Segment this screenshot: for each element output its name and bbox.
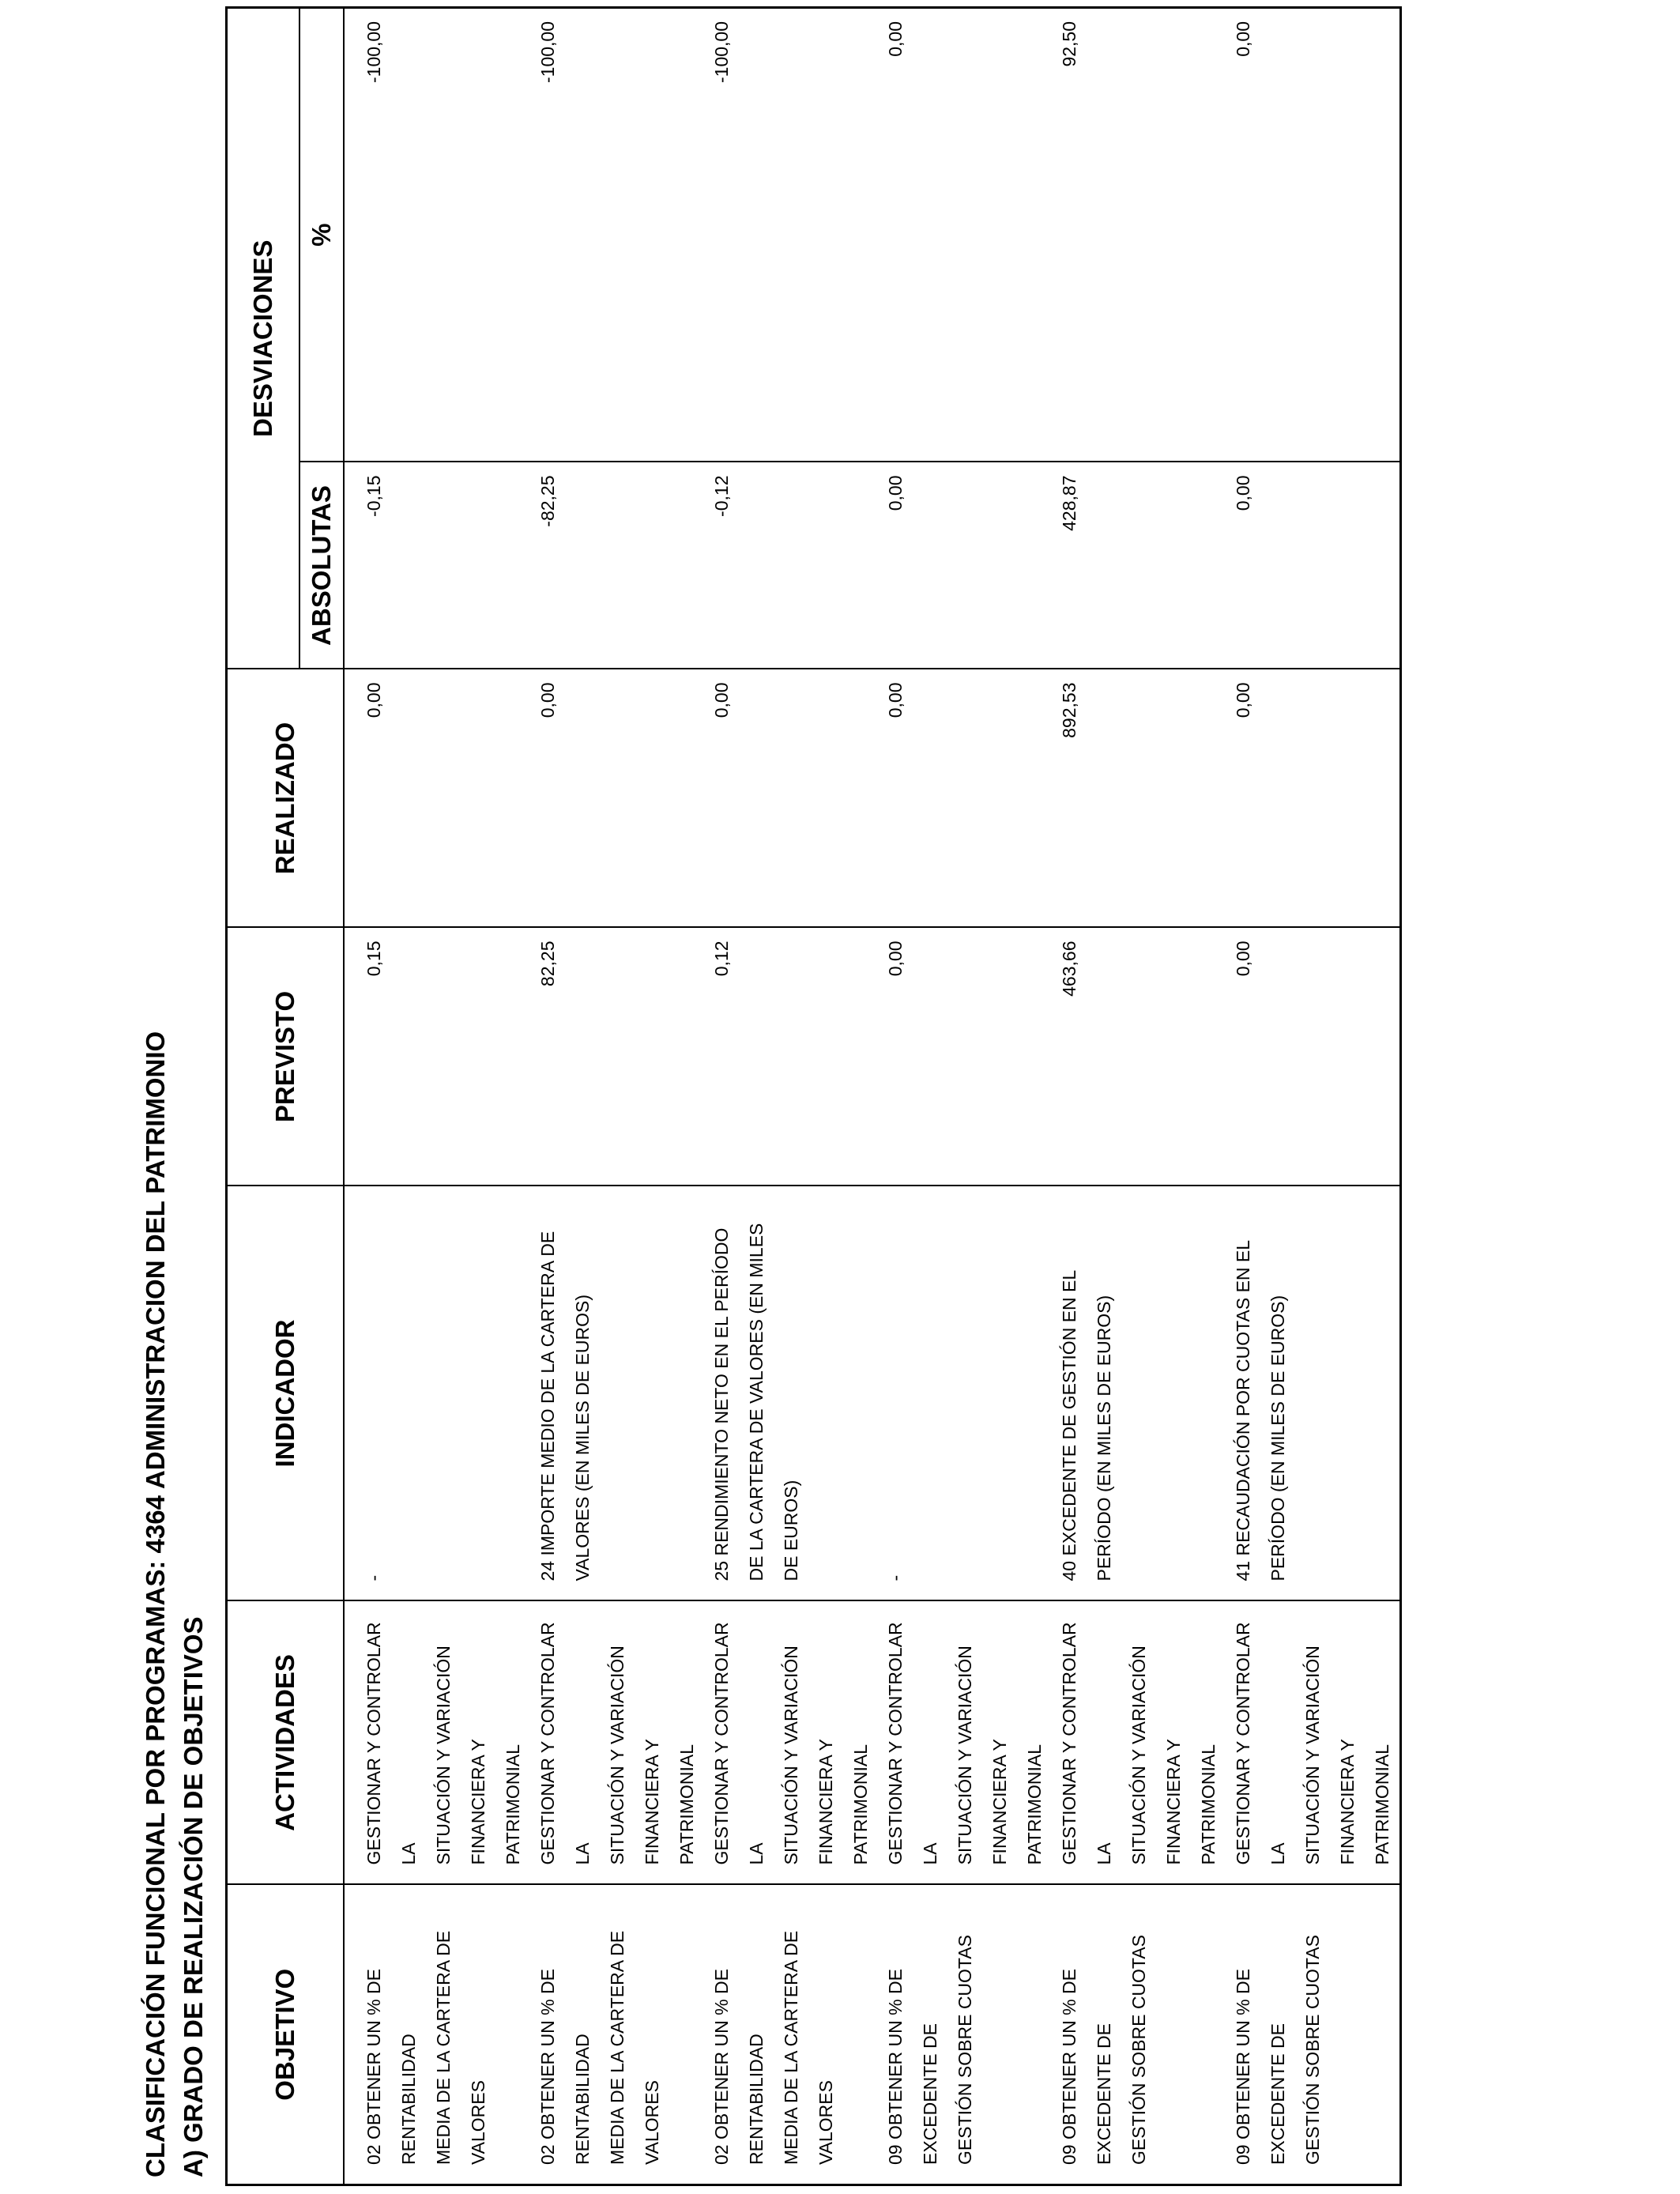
realizado-cell — [530, 669, 704, 928]
header-desviaciones: DESVIACIONES — [227, 7, 300, 669]
realizado-cell-text: 0,00 — [711, 682, 732, 718]
indicador-cell-text: 24 IMPORTE MEDIO DE LA CARTERA DE VALORES (EN MILES DE EUROS) — [537, 1231, 593, 1581]
objetivo-cell-text: 02 OBTENER UN % DE RENTABILIDAD MEDIA DE LA CARTERA DE VALORES — [537, 1930, 662, 2165]
objetivo-cell-text: 09 OBTENER UN % DE EXCEDENTE DE GESTIÓN SOBRE CUOTAS — [1059, 1935, 1149, 2165]
realizado-cell — [344, 669, 530, 928]
objetivo-cell — [878, 1885, 1052, 2185]
porcentaje-cell-text: -100,00 — [711, 21, 732, 83]
indicador-cell — [704, 1186, 878, 1601]
indicador-cell — [344, 1186, 530, 1601]
objetivo-cell-text: 09 OBTENER UN % DE EXCEDENTE DE GESTIÓN SOBRE CUOTAS — [885, 1935, 975, 2165]
header-realizado: REALIZADO — [227, 669, 345, 928]
realizado-cell-text: 892,53 — [1059, 682, 1079, 738]
absolutas-cell-text: 0,00 — [1233, 475, 1253, 511]
absolutas-cell-text: -0,15 — [363, 475, 384, 517]
objetivo-cell — [1226, 1885, 1401, 2185]
porcentaje-cell — [704, 7, 878, 462]
absolutas-cell — [878, 462, 1052, 669]
actividad-cell-text: GESTIONAR Y CONTROLAR LA SITUACIÓN Y VARIACIÓN FINANCIERA Y PATRIMONIAL — [537, 1622, 697, 1865]
previsto-cell-text: 82,25 — [537, 941, 558, 987]
absolutas-cell — [704, 462, 878, 669]
table-row — [1052, 7, 1226, 2185]
porcentaje-cell — [1052, 7, 1226, 462]
porcentaje-cell-text: 0,00 — [1233, 21, 1253, 57]
realizado-cell — [1052, 669, 1226, 928]
header-indicador: INDICADOR — [227, 1186, 345, 1601]
table-row — [1226, 7, 1401, 2185]
indicador-cell — [530, 1186, 704, 1601]
absolutas-cell — [530, 462, 704, 669]
objetivo-cell-text: 09 OBTENER UN % DE EXCEDENTE DE GESTIÓN SOBRE CUOTAS — [1233, 1935, 1323, 2165]
absolutas-cell — [1052, 462, 1226, 669]
realizado-cell-text: 0,00 — [885, 682, 906, 718]
porcentaje-cell — [530, 7, 704, 462]
objetivo-cell — [344, 1885, 530, 2185]
indicador-cell — [878, 1186, 1052, 1601]
porcentaje-cell — [1226, 7, 1401, 462]
realizado-cell — [1226, 669, 1401, 928]
table-row — [344, 7, 530, 2185]
previsto-cell — [1226, 928, 1401, 1186]
previsto-cell-text: 0,15 — [363, 941, 384, 977]
absolutas-cell-text: -0,12 — [711, 475, 732, 517]
actividad-cell — [344, 1601, 530, 1885]
indicador-cell — [1052, 1186, 1226, 1601]
actividad-cell — [1226, 1601, 1401, 1885]
header-actividades: ACTIVIDADES — [227, 1601, 345, 1885]
actividad-cell-text: GESTIONAR Y CONTROLAR LA SITUACIÓN Y VARIACIÓN FINANCIERA Y PATRIMONIAL — [1059, 1622, 1219, 1865]
previsto-cell — [530, 928, 704, 1186]
table-body — [344, 7, 1401, 2185]
objetivo-cell — [530, 1885, 704, 2185]
absolutas-cell-text: 0,00 — [885, 475, 906, 511]
porcentaje-cell-text: 92,50 — [1059, 21, 1079, 67]
objetivo-cell-text: 02 OBTENER UN % DE RENTABILIDAD MEDIA DE LA CARTERA DE VALORES — [363, 1930, 488, 2165]
previsto-cell — [344, 928, 530, 1186]
table-row — [878, 7, 1052, 2185]
realizado-cell-text: 0,00 — [1233, 682, 1253, 718]
actividad-cell — [704, 1601, 878, 1885]
previsto-cell-text: 0,12 — [711, 941, 732, 977]
page-subtitle: A) GRADO DE REALIZACIÓN DE OBJETIVOS — [179, 1616, 208, 2177]
table-row — [530, 7, 704, 2185]
page-title: CLASIFICACIÓN FUNCIONAL POR PROGRAMAS: 4364 ADMINISTRACION DEL PATRIMONIO — [141, 1031, 170, 2177]
indicador-cell-text: - — [363, 1574, 384, 1581]
porcentaje-cell-text: -100,00 — [537, 21, 558, 83]
table-row — [704, 7, 878, 2185]
previsto-cell — [1052, 928, 1226, 1186]
actividad-cell-text: GESTIONAR Y CONTROLAR LA SITUACIÓN Y VARIACIÓN FINANCIERA Y PATRIMONIAL — [885, 1622, 1045, 1865]
indicador-cell-text: 40 EXCEDENTE DE GESTIÓN EN EL PERÍODO (EN MILES DE EUROS) — [1059, 1269, 1114, 1581]
header-previsto: PREVISTO — [227, 928, 345, 1186]
absolutas-cell-text: -82,25 — [537, 475, 558, 527]
previsto-cell-text: 0,00 — [1233, 941, 1253, 977]
realizado-cell-text: 0,00 — [537, 682, 558, 718]
absolutas-cell — [344, 462, 530, 669]
objetivo-cell-text: 02 OBTENER UN % DE RENTABILIDAD MEDIA DE LA CARTERA DE VALORES — [711, 1930, 836, 2165]
actividad-cell-text: GESTIONAR Y CONTROLAR LA SITUACIÓN Y VARIACIÓN FINANCIERA Y PATRIMONIAL — [363, 1622, 523, 1865]
actividad-cell-text: GESTIONAR Y CONTROLAR LA SITUACIÓN Y VARIACIÓN FINANCIERA Y PATRIMONIAL — [1233, 1622, 1392, 1865]
actividad-cell — [878, 1601, 1052, 1885]
realizado-cell-text: 0,00 — [363, 682, 384, 718]
previsto-cell — [704, 928, 878, 1186]
porcentaje-cell-text: -100,00 — [363, 21, 384, 83]
previsto-cell-text: 0,00 — [885, 941, 906, 977]
indicador-cell-text: 25 RENDIMIENTO NETO EN EL PERÍODO DE LA CARTERA DE VALORES (EN MILES DE EUROS) — [711, 1223, 801, 1581]
header-objetivo: OBJETIVO — [227, 1885, 345, 2185]
previsto-cell-text: 463,66 — [1059, 941, 1079, 997]
porcentaje-cell — [344, 7, 530, 462]
header-absolutas: ABSOLUTAS — [299, 462, 344, 669]
actividad-cell — [530, 1601, 704, 1885]
objetivo-cell — [704, 1885, 878, 2185]
indicador-cell — [1226, 1186, 1401, 1601]
indicador-cell-text: - — [885, 1574, 906, 1581]
absolutas-cell — [1226, 462, 1401, 669]
actividad-cell — [1052, 1601, 1226, 1885]
porcentaje-cell-text: 0,00 — [885, 21, 906, 57]
indicador-cell-text: 41 RECAUDACIÓN POR CUOTAS EN EL PERÍODO (EN MILES DE EUROS) — [1233, 1239, 1288, 1581]
actividad-cell-text: GESTIONAR Y CONTROLAR LA SITUACIÓN Y VARIACIÓN FINANCIERA Y PATRIMONIAL — [711, 1622, 871, 1865]
realizado-cell — [704, 669, 878, 928]
porcentaje-cell — [878, 7, 1052, 462]
header-porcentaje: % — [299, 7, 344, 462]
realizado-cell — [878, 669, 1052, 928]
absolutas-cell-text: 428,87 — [1059, 475, 1079, 531]
objectives-table — [225, 6, 1402, 2186]
previsto-cell — [878, 928, 1052, 1186]
objetivo-cell — [1052, 1885, 1226, 2185]
